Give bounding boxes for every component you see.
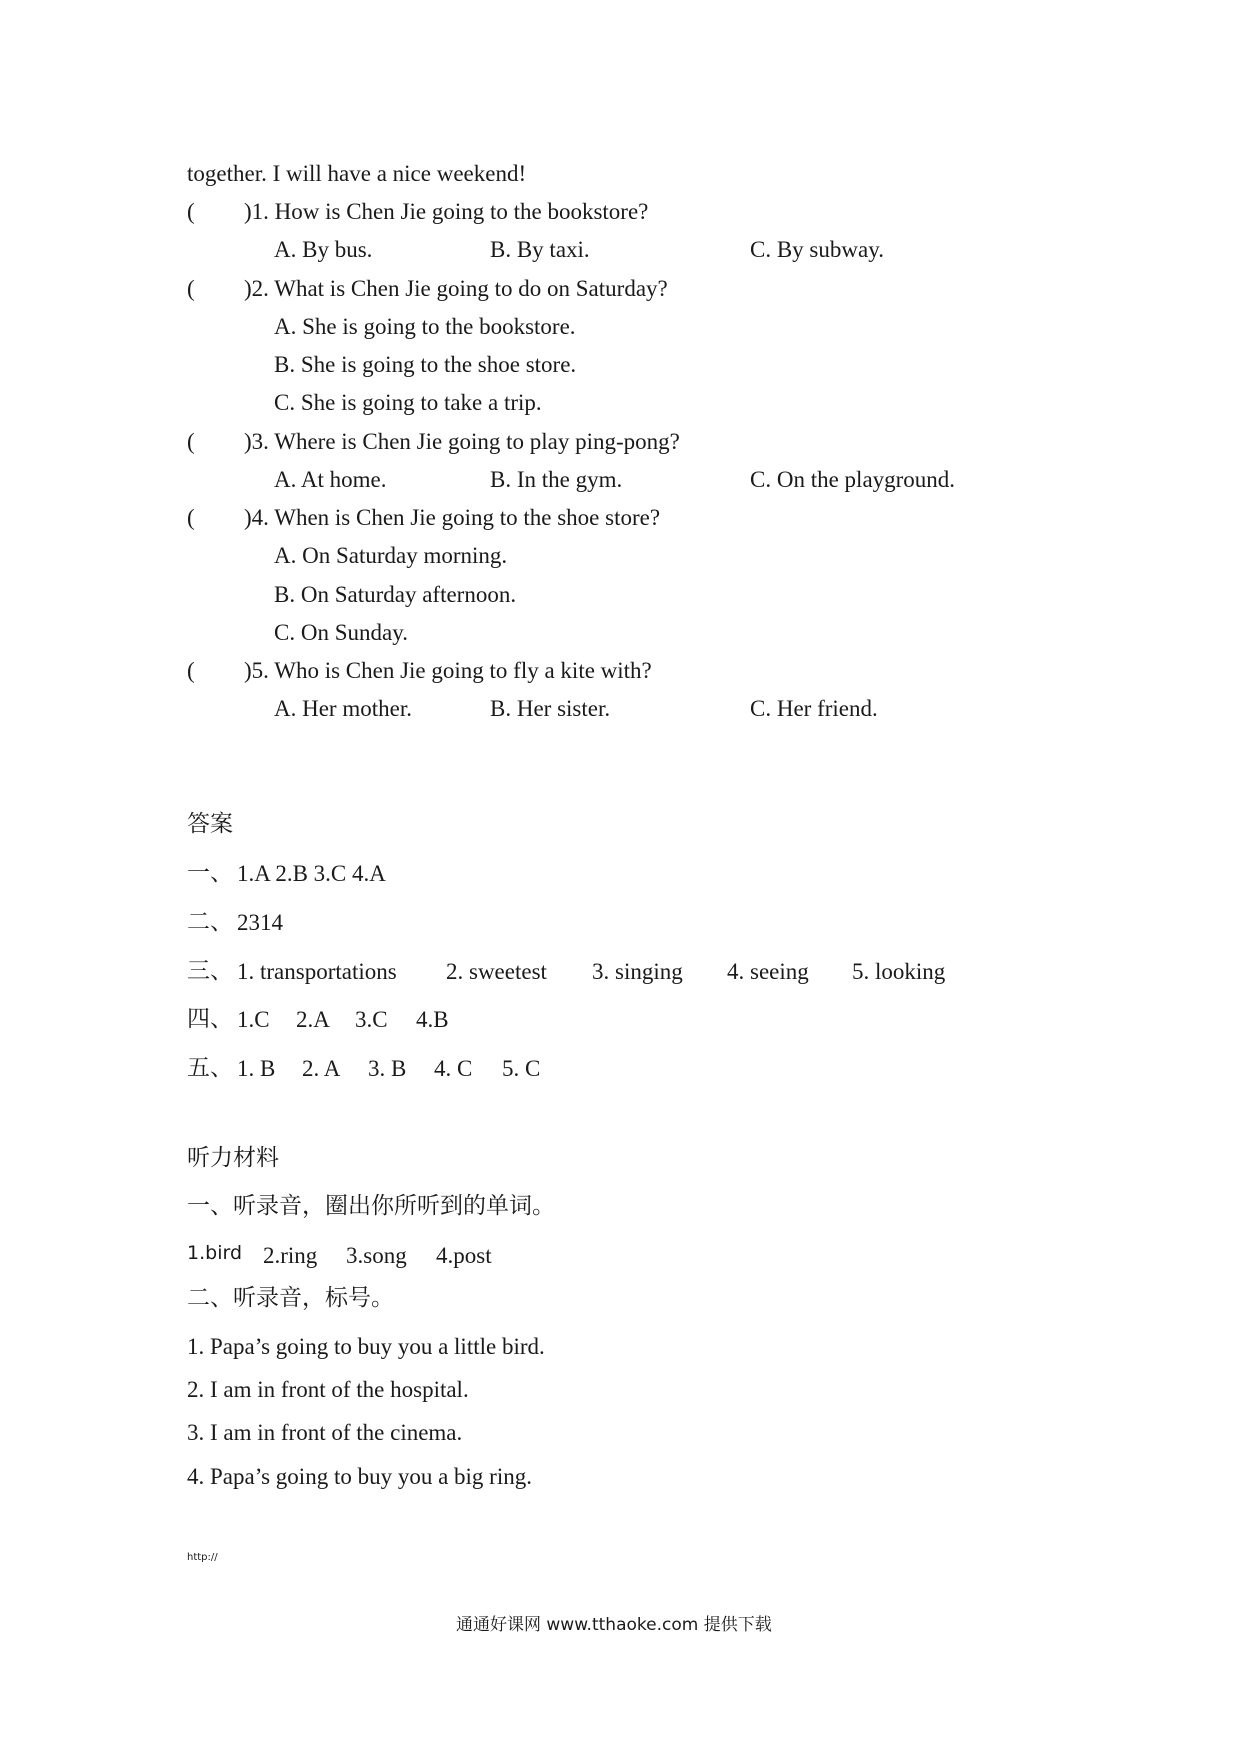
listening-word: 3.song — [346, 1243, 407, 1268]
listening-line: 2. I am in front of the hospital. — [187, 1377, 469, 1402]
listening-line: 4. Papa’s going to buy you a big ring. — [187, 1464, 532, 1489]
option: C. She is going to take a trip. — [274, 390, 542, 415]
option: A. On Saturday morning. — [274, 543, 508, 568]
option: C. By subway. — [750, 237, 884, 262]
question-stem: )1. How is Chen Jie going to the bookstore? — [244, 199, 649, 224]
option: A. At home. — [274, 467, 387, 492]
answer-item: 4. C — [434, 1056, 473, 1081]
answer-item: 2. sweetest — [446, 959, 547, 984]
listening-word: 2.ring — [263, 1243, 318, 1268]
option: C. On Sunday. — [274, 620, 408, 645]
option: B. By taxi. — [490, 237, 590, 262]
answer-row-prefix: 五、 — [187, 1055, 233, 1081]
option: A. Her mother. — [274, 696, 412, 721]
listening-part2-title: 二、听录音，标号。 — [187, 1285, 394, 1311]
answer-bracket: ( — [187, 276, 195, 301]
option: A. She is going to the bookstore. — [274, 314, 576, 339]
answer-item: 2314 — [237, 910, 283, 935]
answer-item: 1. transportations — [237, 959, 397, 984]
question-stem: )4. When is Chen Jie going to the shoe store? — [244, 505, 661, 530]
listening-word: 4.post — [436, 1243, 492, 1268]
question-stem: )2. What is Chen Jie going to do on Saturday? — [244, 276, 668, 301]
option: B. In the gym. — [490, 467, 623, 492]
option: A. By bus. — [274, 237, 373, 262]
option: B. On Saturday afternoon. — [274, 582, 517, 607]
option: C. Her friend. — [750, 696, 878, 721]
page-footer: 通通好课网 www.tthaoke.com 提供下载 — [456, 1615, 772, 1635]
answer-row-prefix: 一、 — [187, 860, 233, 886]
answers-heading: 答案 — [187, 811, 233, 837]
listening-line: 1. Papa’s going to buy you a little bird. — [187, 1334, 545, 1359]
answer-item: 2. A — [302, 1056, 341, 1081]
answer-item: 3.C — [355, 1007, 388, 1032]
answer-item: 3. singing — [592, 959, 683, 984]
answer-item: 1. B — [237, 1056, 276, 1081]
answer-bracket: ( — [187, 658, 195, 683]
answer-item: 3. B — [368, 1056, 407, 1081]
answer-item: 1.C — [237, 1007, 270, 1032]
answer-item: 2.A — [296, 1007, 330, 1032]
answer-row-prefix: 二、 — [187, 909, 233, 935]
answer-bracket: ( — [187, 199, 195, 224]
listening-part1-title: 一、听录音，圈出你所听到的单词。 — [187, 1193, 555, 1219]
option: B. She is going to the shoe store. — [274, 352, 577, 377]
answer-item: 5. looking — [852, 959, 946, 984]
url-stub: http:// — [187, 1552, 218, 1563]
answer-item: 4. seeing — [727, 959, 809, 984]
listening-line: 3. I am in front of the cinema. — [187, 1420, 463, 1445]
answer-bracket: ( — [187, 429, 195, 454]
question-stem: )5. Who is Chen Jie going to fly a kite with? — [244, 658, 652, 683]
question-stem: )3. Where is Chen Jie going to play ping-pong? — [244, 429, 680, 454]
listening-heading: 听力材料 — [187, 1145, 279, 1171]
answer-item: 4.B — [416, 1007, 449, 1032]
answer-item: 1.A 2.B 3.C 4.A — [237, 861, 386, 886]
listening-word: 1.bird — [187, 1242, 243, 1264]
answer-row-prefix: 四、 — [187, 1006, 233, 1032]
answer-row-prefix: 三、 — [187, 958, 233, 984]
answer-item: 5. C — [502, 1056, 541, 1081]
passage-tail: together. I will have a nice weekend! — [187, 161, 527, 186]
option: C. On the playground. — [750, 467, 956, 492]
answer-bracket: ( — [187, 505, 195, 530]
option: B. Her sister. — [490, 696, 611, 721]
